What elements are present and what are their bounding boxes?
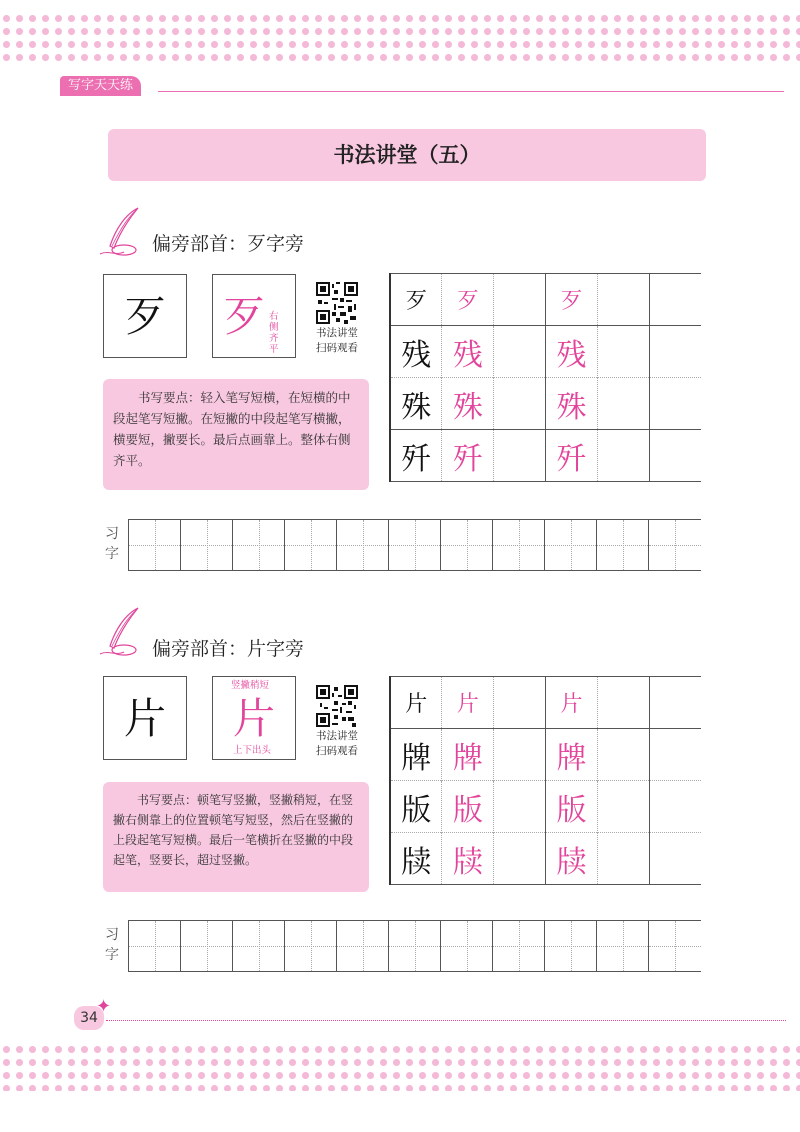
grid-cell[interactable] xyxy=(597,833,649,885)
grid-char-pink: 版 xyxy=(442,781,494,833)
section-heading: 偏旁部首：片字旁 xyxy=(152,638,305,660)
qr-caption xyxy=(307,729,367,759)
practice-cell[interactable] xyxy=(544,921,596,971)
practice-cell[interactable] xyxy=(544,520,596,570)
qr-caption xyxy=(307,326,367,356)
grid-cell[interactable] xyxy=(597,274,649,326)
grid-char-pink: 殊 xyxy=(442,378,494,430)
grid-cell[interactable] xyxy=(649,430,701,482)
annotation-note: 右侧齐平 xyxy=(269,311,279,355)
reference-char-box xyxy=(103,274,187,358)
qr-caption-line2: 扫码观看 xyxy=(316,342,358,354)
practice-cell[interactable] xyxy=(492,921,544,971)
grid-cell[interactable] xyxy=(649,378,701,430)
practice-cell[interactable] xyxy=(440,520,492,570)
grid-char-pink: 片 xyxy=(546,677,598,729)
grid-char-pink: 牌 xyxy=(442,729,494,781)
grid-cell[interactable] xyxy=(494,326,546,378)
grid-char-pink: 版 xyxy=(546,781,598,833)
writing-tips: 书写要点：轻入笔写短横，在短横的中段起笔写短撇。在短撇的中段起笔写横撇，横要短，撇要长。最后点画靠上。整体右侧齐平。 xyxy=(103,379,369,490)
star-icon: ✦ xyxy=(96,996,112,1017)
header-tag: 写字天天练 xyxy=(60,76,141,96)
grid-cell[interactable] xyxy=(494,833,546,885)
page-title: 书法讲堂（五） xyxy=(108,129,706,181)
grid-cell[interactable] xyxy=(494,677,546,729)
annotated-char-box xyxy=(212,274,296,358)
grid-char-pink: 牍 xyxy=(546,833,598,885)
practice-cell[interactable] xyxy=(440,921,492,971)
grid-char-black: 牍 xyxy=(390,833,442,885)
grid-char-black: 片 xyxy=(390,677,442,729)
header-divider xyxy=(158,91,784,92)
bottom-dot-pattern xyxy=(0,1043,800,1091)
footer-divider xyxy=(106,1020,786,1021)
grid-cell[interactable] xyxy=(649,326,701,378)
top-dot-pattern xyxy=(0,12,800,62)
grid-char-pink: 歼 xyxy=(546,430,598,482)
grid-cell[interactable] xyxy=(597,378,649,430)
grid-cell[interactable] xyxy=(649,833,701,885)
practice-cell[interactable] xyxy=(492,520,544,570)
grid-char-pink: 片 xyxy=(442,677,494,729)
grid-char-black: 歼 xyxy=(390,430,442,482)
qr-caption-line1: 书法讲堂 xyxy=(316,327,358,339)
practice-cell[interactable] xyxy=(180,921,232,971)
reference-char-box xyxy=(103,676,187,760)
reference-char: 片 xyxy=(123,694,166,743)
practice-cell[interactable] xyxy=(596,921,648,971)
grid-cell[interactable] xyxy=(649,729,701,781)
practice-cell[interactable] xyxy=(596,520,648,570)
grid-cell[interactable] xyxy=(597,781,649,833)
grid-cell[interactable] xyxy=(597,729,649,781)
grid-cell[interactable] xyxy=(494,430,546,482)
grid-cell[interactable] xyxy=(494,729,546,781)
grid-cell[interactable] xyxy=(649,781,701,833)
practice-cell[interactable] xyxy=(284,921,336,971)
page-number: 34 xyxy=(74,1006,104,1030)
practice-label-char1: 习 xyxy=(105,526,119,542)
grid-cell[interactable] xyxy=(494,378,546,430)
reference-char: 歹 xyxy=(123,292,166,341)
practice-cell[interactable] xyxy=(388,520,440,570)
practice-cell[interactable] xyxy=(284,520,336,570)
annotated-char: 歹 xyxy=(222,292,265,341)
grid-cell[interactable] xyxy=(649,274,701,326)
section-heading: 偏旁部首：歹字旁 xyxy=(152,233,305,255)
grid-cell[interactable] xyxy=(597,430,649,482)
qr-caption-line2: 扫码观看 xyxy=(316,745,358,757)
grid-char-pink: 残 xyxy=(546,326,598,378)
practice-cell[interactable] xyxy=(336,520,388,570)
practice-label xyxy=(102,925,122,965)
grid-cell[interactable] xyxy=(494,274,546,326)
quill-pen-icon xyxy=(98,206,140,258)
writing-tips: 书写要点：顿笔写竖撇，竖撇稍短，在竖撇右侧靠上的位置顿笔写短竖，然后在竖撇的上段起笔写短横。最后一笔横折在竖撇的中段起笔，竖要长，超过竖撇。 xyxy=(103,782,369,892)
practice-label-char2: 字 xyxy=(105,947,119,963)
quill-pen-icon xyxy=(98,606,140,658)
practice-cell[interactable] xyxy=(388,921,440,971)
practice-cell[interactable] xyxy=(128,921,180,971)
grid-char-black: 版 xyxy=(390,781,442,833)
qr-code-icon[interactable] xyxy=(316,282,358,324)
practice-cell[interactable] xyxy=(180,520,232,570)
qr-caption-line1: 书法讲堂 xyxy=(316,730,358,742)
annotated-char-box xyxy=(212,676,296,760)
annotated-char: 片 xyxy=(232,694,275,743)
annotation-note-bottom: 上下出头 xyxy=(233,745,272,756)
grid-char-pink: 歹 xyxy=(546,274,598,326)
practice-label-char2: 字 xyxy=(105,546,119,562)
grid-char-pink: 歼 xyxy=(442,430,494,482)
practice-cell[interactable] xyxy=(232,921,284,971)
grid-cell[interactable] xyxy=(597,677,649,729)
practice-cell[interactable] xyxy=(648,921,701,971)
practice-cell[interactable] xyxy=(336,921,388,971)
grid-cell[interactable] xyxy=(597,326,649,378)
practice-row[interactable] xyxy=(128,920,701,972)
annotation-note-top: 竖撇稍短 xyxy=(231,680,270,691)
practice-label xyxy=(102,524,122,564)
grid-char-pink: 歹 xyxy=(442,274,494,326)
practice-label-char1: 习 xyxy=(105,927,119,943)
practice-cell[interactable] xyxy=(232,520,284,570)
grid-cell[interactable] xyxy=(494,781,546,833)
grid-char-black: 殊 xyxy=(390,378,442,430)
copy-grid xyxy=(389,676,701,885)
grid-char-pink: 牌 xyxy=(546,729,598,781)
qr-code-icon[interactable] xyxy=(316,685,358,727)
practice-cell[interactable] xyxy=(128,520,180,570)
practice-row[interactable] xyxy=(128,519,701,571)
grid-char-pink: 殊 xyxy=(546,378,598,430)
grid-cell[interactable] xyxy=(649,677,701,729)
practice-cell[interactable] xyxy=(648,520,701,570)
copy-grid xyxy=(389,273,701,482)
grid-char-black: 歹 xyxy=(390,274,442,326)
grid-char-pink: 牍 xyxy=(442,833,494,885)
grid-char-black: 牌 xyxy=(390,729,442,781)
grid-char-black: 残 xyxy=(390,326,442,378)
grid-char-pink: 残 xyxy=(442,326,494,378)
